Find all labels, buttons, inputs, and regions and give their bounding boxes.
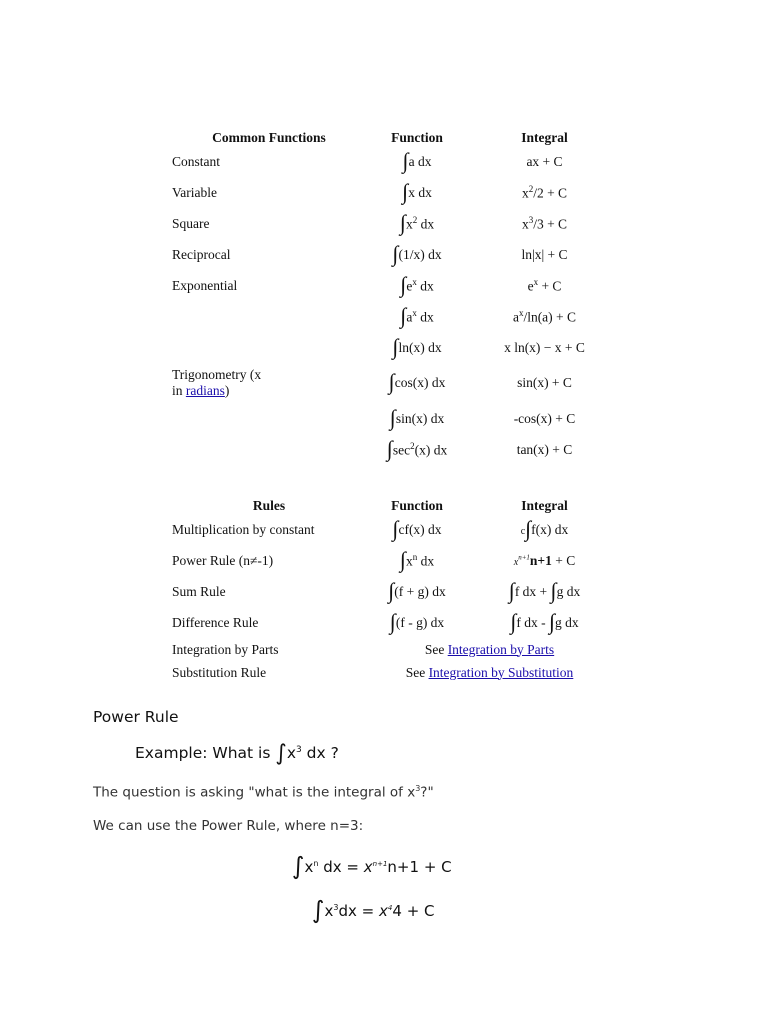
column-header: Function [391,498,443,513]
table-row [166,403,627,434]
function-cell: ∫sin(x) dx [389,404,445,430]
integral-cell: $e^x + C$ [527,276,562,294]
integral-symbol: ∫ [400,272,407,298]
row-name: Difference Rule [172,614,259,630]
integral-symbol: ∫ [400,303,407,329]
integral-cell: $a^x/\ln(a) + C$ [512,307,577,325]
integral-cell: $x^3/3 + C$ [521,214,568,232]
table-row [166,514,627,545]
paragraph: We can use the Power Rule, where n=3: [93,818,364,834]
row-name: Exponential [172,277,238,293]
row-name: Reciprocal [172,246,231,262]
integral-symbol: ∫ [392,333,399,359]
integral-symbol: ∫ [508,577,515,603]
function-cell: ∫(f + g) dx [388,577,446,603]
row-name: Sum Rule [172,583,226,599]
integral-symbol: ∫ [510,608,517,634]
row-name: Constant [172,153,221,169]
integral-symbol: ∫ [389,608,396,634]
see-cell: See Integration by Substitution [405,664,574,680]
integral-symbol: ∫ [386,436,393,462]
table-row [166,239,627,270]
radians-link[interactable]: radians [185,383,225,398]
table-row [166,576,627,607]
row-name: Trigonometry (x in radians) [172,367,262,398]
column-header: Function [391,130,443,145]
function-cell: $\int e^x$ dx [400,272,434,298]
table-row [166,638,627,661]
integral-symbol: ∫ [388,369,395,394]
table-row [166,363,627,403]
function-cell: ∫ln(x) dx [392,333,442,359]
integral-symbol: ∫ [292,852,305,880]
row-name [166,403,372,434]
table-row [166,607,627,638]
column-header: Integral [521,498,568,513]
integral-cell: $x^2/2 + C$ [521,183,568,201]
integral-cell: ax + C [526,153,563,169]
example-heading: Example: What is $\int x^3$ dx ? [135,741,339,766]
row-name: Substitution Rule [172,664,267,680]
table-row [166,661,627,684]
function-cell: ∫cos(x) dx [388,369,446,394]
table-row [166,270,627,301]
table-row [166,208,627,239]
table-row [166,332,627,363]
row-name: Square [172,215,210,231]
integral-cell: ∫f dx - ∫g dx [510,608,579,634]
table-header-row [166,490,627,514]
column-header: Integral [521,130,568,145]
section-title: Power Rule [93,708,179,726]
integral-cell: $x^{n+1}n+1 + C$ [513,552,576,568]
function-cell: $\int x^n$ dx [399,547,435,573]
integral-cell: x ln(x) − x + C [504,339,585,355]
function-cell: ∫(1/x) dx [392,240,442,266]
column-header: Common Functions [212,130,326,145]
rules-table [166,490,627,684]
function-cell: ∫x dx [402,178,432,204]
integral-cell: -cos(x) + C [513,410,576,426]
integral-symbol: ∫ [388,577,395,603]
integration-by-substitution-link[interactable]: Integration by Substitution [428,664,574,680]
integral-symbol: ∫ [312,896,325,924]
row-name: Integration by Parts [172,641,279,657]
integral-cell: ln|x| + C [521,246,568,262]
table-header-row [166,122,627,146]
integral-cell: tan(x) + C [516,441,573,457]
integral-symbol: ∫ [275,741,287,766]
power-rule-formula: $\int x^n$ dx = $x^{n+1}n+1 + C$ [292,852,452,880]
integral-symbol: ∫ [399,547,406,573]
see-cell: See Integration by Parts [424,641,555,657]
integral-symbol: ∫ [389,404,396,430]
function-cell: $\int a^x$ dx [400,303,434,329]
row-name: Variable [172,184,217,200]
integral-symbol: ∫ [402,178,409,204]
integral-cell: c∫f(x) dx [520,515,569,541]
row-name: Multiplication by constant [172,521,315,537]
integral-cell: sin(x) + C [517,375,572,390]
integral-symbol: ∫ [392,515,399,541]
row-name [166,301,372,332]
table-row [166,177,627,208]
integral-symbol: ∫ [392,240,399,266]
integral-symbol: ∫ [399,210,406,236]
integral-symbol: ∫ [402,147,409,173]
row-name: Power Rule (n≠-1) [172,552,274,568]
paragraph: The question is asking "what is the integral of $x^3$?" [93,784,434,801]
row-name [166,332,372,363]
integral-symbol: ∫ [549,608,556,634]
function-cell: ∫a dx [402,147,432,173]
integral-symbol: ∫ [525,515,532,541]
integral-symbol: ∫ [550,577,557,603]
integration-by-parts-link[interactable]: Integration by Parts [447,641,555,657]
function-cell: ∫(f - g) dx [389,608,445,634]
function-cell: $\int x^2$ dx [399,210,435,236]
table-row [166,545,627,576]
common-functions-table [166,122,627,465]
example-solution-formula: $\int x^3dx = x^44 + C$ [312,896,435,924]
function-cell: ∫cf(x) dx [392,515,442,541]
function-cell: $\int\sec^2(x)$ dx [386,436,448,462]
column-header: Rules [252,498,286,513]
table-row [166,146,627,177]
table-row [166,434,627,465]
integral-cell: ∫f dx + ∫g dx [508,577,581,603]
row-name [166,434,372,465]
table-row [166,301,627,332]
